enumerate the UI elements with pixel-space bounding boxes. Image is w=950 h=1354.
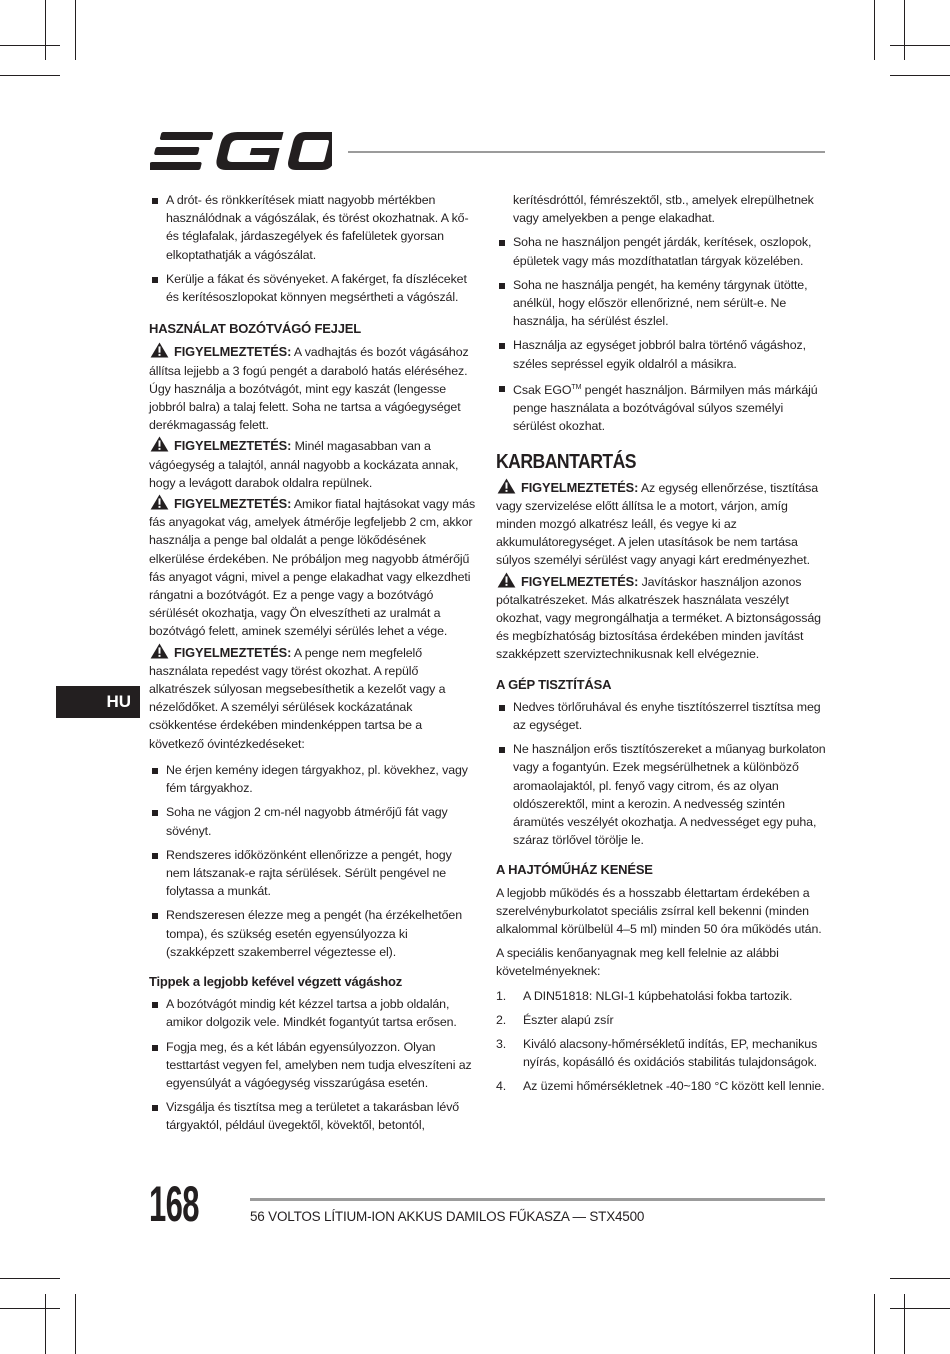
paragraph: A speciális kenőanyagnak meg kell felelnie az alábbi követelményeknek: [496, 946, 779, 979]
square-bullet-icon [499, 283, 505, 289]
square-bullet-icon [152, 198, 158, 204]
numbered-item: 3. Kiváló alacsony-hőmérsékletű indítás, EP, mechanikus nyírás, kopásálló és oxidációs stabilitás tulajdonságok. [496, 1037, 818, 1070]
warning-paragraph: FIGYELMEZTETÉS: Amikor fiatal hajtásokat vagy más fás anyagokat vág, amelyek átmérője legfeljebb 2 cm, akkor használja a penge bal oldalát a penge lökődésének elkerülése érdekében. Ne próbáljon meg nagyobb átmérőjű fás anyagot vágni, mivel a penge elakadhat vagy elkezdheti rángatni a bozótvágót. Ez a penge vagy a bozótvágó sérülését okozhatja, vagy Ön elveszítheti az uralmát a bozótvágó felett, aminek személyi sérülés lehet a vége. [149, 496, 476, 639]
ego-logo [150, 130, 332, 172]
square-bullet-icon [152, 1002, 158, 1008]
list-item: Soha ne használja pengét, ha kemény tárgynak ütötte, anélkül, hogy először ellenőrizné, nem sérült-e. Ne használja, ha sérülést észlel. [496, 276, 826, 331]
square-bullet-icon [152, 853, 158, 859]
footer-rule [250, 1198, 825, 1201]
warning-paragraph: FIGYELMEZTETÉS: A vadhajtás és bozót vágásához állítsa lejjebb a 3 fogú pengét a daraboló hatás eléréséhez. Úgy használja a bozótvágót, mint egy kaszát (lengesse jobbról balra) a talaj felett. Soha ne tartsa a vágóegységet derékmagasság felett. [149, 344, 469, 433]
crop-mark [874, 0, 875, 60]
warning-label: FIGYELMEZTETÉS: [174, 496, 292, 512]
footer-title: 56 VOLTOS LÍTIUM-ION AKKUS DAMILOS FŰKASZA — STX4500 [250, 1209, 645, 1224]
list-item-continued: kerítésdróttól, fémrészektől, stb., amelyek elrepülhetnek vagy amelyekben a penge elakadhat. [513, 193, 814, 226]
warning-triangle-icon [149, 643, 170, 659]
numbered-item: 2. Észter alapú zsír [496, 1012, 614, 1027]
list-item: A drót- és rönkkerítések miatt nagyobb mértékben használódnak a vágószálak, és törést okozhatnak. A kő- és téglafalak, járdaszegélyek és fafelületek gyorsan elkoptathatják a vágószálat. [149, 191, 477, 264]
page-number: 168 [149, 1176, 199, 1232]
square-bullet-icon [152, 913, 158, 919]
list-item: Soha ne használjon pengét járdák, kerítések, oszlopok, épületek vagy más mozdíthatatlan tárgyak közelében. [496, 233, 826, 269]
warning-triangle-icon [149, 436, 170, 452]
right-column [496, 191, 826, 1102]
list-item: Rendszeresen élezze meg a pengét (ha érzékelhetően tompa), és szükség esetén egyensúlyozza ki (szakképzett szakemberrel végeztesse el). [149, 906, 477, 961]
list-item: Csak EGO™ pengét használjon. Bármilyen más márkájú penge használata a bozótvágóval súlyos személyi sérülést okozhat. [496, 379, 826, 436]
crop-mark [0, 45, 60, 46]
maintenance-title: KARBANTARTÁS [496, 450, 637, 473]
numbered-item: 1. A DIN51818: NLGI-1 kúpbehatolási fokba tartozik. [496, 988, 793, 1003]
crop-mark [45, 0, 46, 60]
cleaning-title: A GÉP TISZTÍTÁSA [496, 676, 612, 692]
list-item: Fogja meg, és a két lábán egyensúlyozzon. Olyan testtartást vegyen fel, amelyben nem tudja elveszíteni az egyensúlyát a vágóegység visszarúgása esetén. [149, 1038, 477, 1093]
language-tab: HU [56, 686, 140, 718]
tips-title: Tippek a legjobb kefével végzett vágáshoz [149, 973, 403, 989]
crop-mark [890, 45, 950, 46]
warning-label: FIGYELMEZTETÉS: [521, 573, 639, 589]
warning-label: FIGYELMEZTETÉS: [174, 644, 292, 660]
list-item: Kerülje a fákat és sövényeket. A fakérget, fa díszléceket és kerítésoszlopokat könnyen megsértheti a vágószál. [149, 270, 477, 306]
square-bullet-icon [152, 1045, 158, 1051]
header-rule [348, 151, 825, 153]
crop-mark [75, 1294, 76, 1354]
crop-mark [0, 1308, 60, 1309]
warning-triangle-icon [149, 342, 170, 358]
crop-mark [904, 1294, 905, 1354]
square-bullet-icon [499, 386, 505, 392]
warning-label: FIGYELMEZTETÉS: [174, 344, 292, 360]
section-title: HASZNÁLAT BOZÓTVÁGÓ FEJJEL [149, 321, 361, 337]
square-bullet-icon [152, 277, 158, 283]
numbered-item: 4. Az üzemi hőmérsékletnek -40~180 °C között kell lennie. [496, 1079, 825, 1094]
warning-paragraph: FIGYELMEZTETÉS: Az egység ellenőrzése, tisztítása vagy szervizelése előtt állítsa le a motort, várjon, amíg minden mozgó alkatrész leáll, és vegye ki az akkumulátoregységet. A jelen utasítások be nem tartása súlyos személyi sérülést vagy anyagi kárt eredményezhet. [496, 479, 819, 568]
crop-mark [0, 75, 60, 76]
left-column [149, 191, 477, 1141]
square-bullet-icon [499, 343, 505, 349]
list-item: Soha ne vágjon 2 cm-nél nagyobb átmérőjű fát vagy sövényt. [149, 803, 477, 839]
list-item: Vizsgálja és tisztítsa meg a területet a takarásban lévő tárgyaktól, például üvegektől, kövektől, betontól, [149, 1098, 477, 1134]
square-bullet-icon [499, 705, 505, 711]
lubrication-title: A HAJTÓMŰHÁZ KENÉSE [496, 862, 653, 878]
list-item: Ne használjon erős tisztítószereket a műanyag burkolaton vagy a fogantyún. Ezek megsérülhetnek a különböző aromaolajaktól, pl. fenyő vagy citrom, és az olyan oldószerektől, mint a kerozin. A nedvesség szintén áramütés veszélyét okozhatja. A nedvességet egy puha, száraz törlővel törölje le. [496, 740, 826, 849]
warning-triangle-icon [496, 572, 517, 588]
square-bullet-icon [499, 747, 505, 753]
crop-mark [890, 75, 950, 76]
paragraph: A legjobb működés és a hosszabb élettartam érdekében a szerelvényburkolatot speciális zsírral kell bekenni (minden alkalommal körülbelül 4–5 ml) minden 50 óra működés után. [496, 885, 822, 937]
warning-label: FIGYELMEZTETÉS: [521, 479, 639, 495]
square-bullet-icon [152, 810, 158, 816]
square-bullet-icon [152, 768, 158, 774]
crop-mark [890, 1308, 950, 1309]
warning-triangle-icon [149, 494, 170, 510]
crop-mark [45, 1294, 46, 1354]
crop-mark [874, 1294, 875, 1354]
crop-mark [75, 0, 76, 60]
crop-mark [0, 1278, 60, 1279]
list-item: Ne érjen kemény idegen tárgyakhoz, pl. kövekhez, vagy fém tárgyakhoz. [149, 761, 477, 797]
list-item: Rendszeres időközönként ellenőrizze a pengét, hogy nem látszanak-e rajta sérülések. Sérült pengével ne folytassa a munkát. [149, 846, 477, 901]
warning-paragraph: FIGYELMEZTETÉS: A penge nem megfelelő használata repedést vagy törést okozhat. A repülő alkatrészek súlyosan megsebesíthetik a kezelőt vagy a nézelődőket. A személyi sérülések kockázatának csökkentése érdekében mindenképpen tartsa be a következő óvintézkedéseket: [149, 644, 446, 751]
list-item: Használja az egységet jobbról balra történő vágáshoz, széles sepréssel egyik oldalról a másikra. [496, 336, 826, 372]
warning-label: FIGYELMEZTETÉS: [174, 438, 292, 454]
warning-triangle-icon [496, 478, 517, 494]
square-bullet-icon [499, 240, 505, 246]
crop-mark [904, 0, 905, 60]
square-bullet-icon [152, 1105, 158, 1111]
warning-paragraph: FIGYELMEZTETÉS: Minél magasabban van a vágóegység a talajtól, annál nagyobb a kockázata annak, hogy a levágott darabok oldalra repülnek. [149, 438, 459, 490]
crop-mark [890, 1278, 950, 1279]
warning-paragraph: FIGYELMEZTETÉS: Javításkor használjon azonos pótalkatrészeket. Más alkatrészek használata veszélyt okozhat, vagy megrongálhatja a terméket. A biztonságosság és megbízhatóság biztosítása érdekében minden javítást szakképzett szerviztechnikusnak kell elvégeznie. [496, 573, 821, 662]
list-item: Nedves törlőruhával és enyhe tisztítószerrel tisztítsa meg az egységet. [496, 698, 826, 734]
list-item: A bozótvágót mindig két kézzel tartsa a jobb oldalán, amikor dolgozik vele. Mindkét fogantyút tartsa erősen. [149, 995, 477, 1031]
